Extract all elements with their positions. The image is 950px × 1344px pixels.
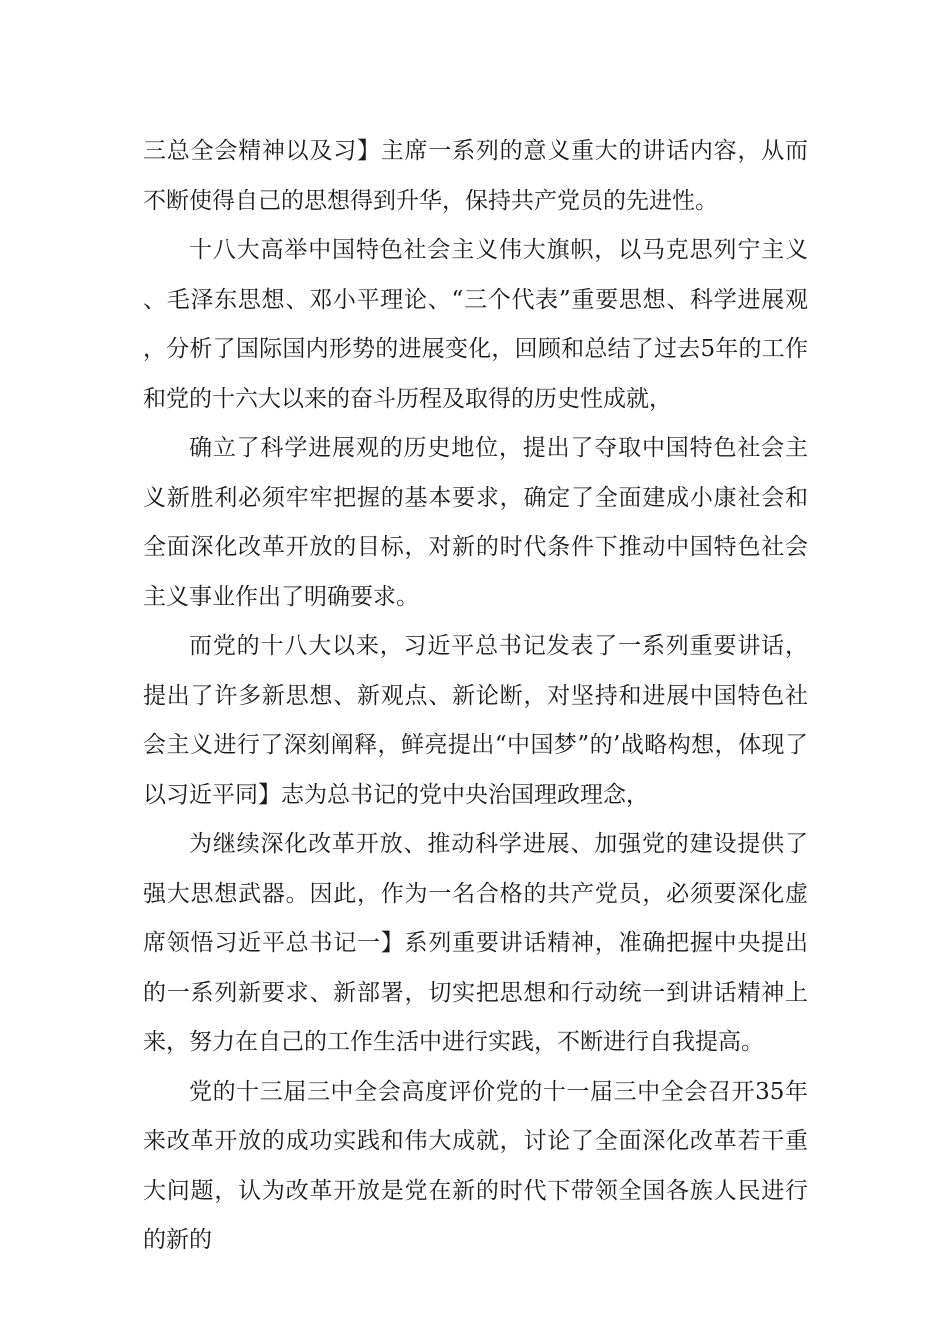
paragraph-6: 党的十三届三中全会高度评价党的十一届三中全会召开35年来改革开放的成功实践和伟大成就，讨论了全面深化改革若干重大问题，认为改革开放是党在新的时代下带领全国各族人民进行的新的 <box>143 1078 808 1253</box>
paragraph-2: 十八大高举中国特色社会主义伟大旗帜，以马克思列宁主义、毛泽东思想、邓小平理论、“三个代表”重要思想、科学进展观，分析了国际国内形势的进展变化，回顾和总结了过去5年的工作和党的十六大以来的奋斗历程及取得的历史性成就， <box>143 237 808 412</box>
paragraph-4: 而党的十八大以来，习近平总书记发表了一系列重要讲话，提出了许多新思想、新观点、新论断，对坚持和进展中国特色社会主义进行了深刻阐释，鲜亮提出“中国梦”的’战略构想，体现了以习近平同】志为总书记的党中央治国理政理念， <box>143 633 808 808</box>
paragraph-3: 确立了科学进展观的历史地位，提出了夺取中国特色社会主义新胜利必须牢牢把握的基本要求，确定了全面建成小康社会和全面深化改革开放的目标，对新的时代条件下推动中国特色社会主义事业作出了明确要求。 <box>143 435 808 610</box>
paragraph-1: 三总全会精神以及习】主席一系列的意义重大的讲话内容，从而不断使得自己的思想得到升华，保持共产党员的先进性。 <box>143 138 808 214</box>
paragraph-5: 为继续深化改革开放、推动科学进展、加强党的建设提供了强大思想武器。因此，作为一名合格的共产党员，必须要深化虚席领悟习近平总书记一】系列重要讲话精神，准确把握中央提出的一系列新要求、新部署，切实把思想和行动统一到讲话精神上来，努力在自己的工作生活中进行实践，不断进行自我提高。 <box>143 831 808 1055</box>
document-body <box>143 127 808 1266</box>
